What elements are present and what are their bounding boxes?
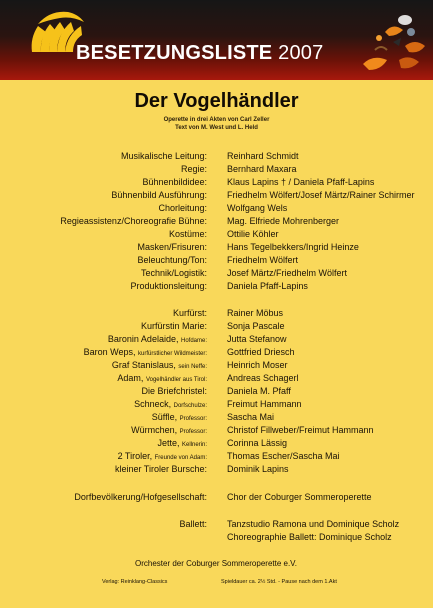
header-banner bbox=[0, 0, 433, 80]
staff-row bbox=[0, 215, 433, 227]
cast-role-note: kurfürstlicher Wildmeister: bbox=[137, 351, 207, 357]
cast-role: Kurfürstin Marie: bbox=[140, 321, 207, 331]
cast-name: Christof Fillweber/Freimut Hammann bbox=[227, 425, 374, 435]
cast-name: Thomas Escher/Sascha Mai bbox=[227, 451, 340, 461]
ballet-row-2 bbox=[0, 531, 433, 543]
cast-role: 2 Tiroler, Freunde von Adam: bbox=[117, 451, 207, 461]
cast-name: Daniela M. Pfaff bbox=[227, 386, 291, 396]
staff-role: Beleuchtung/Ton: bbox=[137, 255, 207, 265]
ensemble-role: Dorfbevölkerung/Hofgesellschaft: bbox=[74, 492, 207, 502]
cast-row bbox=[0, 398, 433, 410]
cast-role: Würmchen, Professor: bbox=[131, 425, 207, 435]
cast-row bbox=[0, 463, 433, 475]
staff-row bbox=[0, 267, 433, 279]
cast-name: Sonja Pascale bbox=[227, 321, 285, 331]
ensemble-name: Chor der Coburger Sommeroperette bbox=[227, 492, 372, 502]
staff-role: Musikalische Leitung: bbox=[120, 151, 207, 161]
subtitle-composer: Operette in drei Akten von Carl Zeller bbox=[163, 117, 270, 123]
staff-row bbox=[0, 202, 433, 214]
cast-name: Freimut Hammann bbox=[227, 399, 302, 409]
list-title-year: 2007 bbox=[278, 42, 324, 64]
cast-role-note: Freunde von Adam: bbox=[154, 455, 207, 461]
cast-row bbox=[0, 372, 433, 384]
ballet-choreography: Choreographie Ballett: Dominique Scholz bbox=[227, 532, 392, 542]
cast-name: Gottfried Driesch bbox=[227, 347, 295, 357]
staff-row bbox=[0, 176, 433, 188]
staff-name: Klaus Lapins † / Daniela Pfaff-Lapins bbox=[227, 177, 375, 187]
cast-role: Graf Stanislaus, sein Neffe: bbox=[111, 360, 207, 370]
staff-name: Friedhelm Wölfert bbox=[227, 255, 299, 265]
ballet-row bbox=[0, 518, 433, 530]
staff-name: Hans Tegelbekkers/Ingrid Heinze bbox=[227, 242, 359, 252]
cast-row bbox=[0, 411, 433, 423]
cast-role-note: sein Neffe: bbox=[178, 364, 207, 370]
staff-name: Mag. Elfriede Mohrenberger bbox=[227, 216, 340, 226]
staff-role: Produktionsleitung: bbox=[130, 281, 207, 291]
cast-name: Corinna Lässig bbox=[227, 438, 288, 448]
cast-role: Adam, Vogelhändler aus Tirol: bbox=[117, 373, 207, 383]
staff-row bbox=[0, 241, 433, 253]
cast-role: Baron Weps, kurfürstlicher Wildmeister: bbox=[83, 347, 207, 357]
staff-row bbox=[0, 254, 433, 266]
ensemble-row bbox=[0, 491, 433, 503]
cast-name: Heinrich Moser bbox=[227, 360, 288, 370]
cast-name: Rainer Möbus bbox=[227, 308, 284, 318]
cast-role: Jette, Kellnerin: bbox=[157, 438, 207, 448]
cast-role: Süffle, Professor: bbox=[151, 412, 207, 422]
cast-role: Kurfürst: bbox=[172, 308, 207, 318]
staff-role: Regie: bbox=[180, 164, 207, 174]
staff-name: Ottilie Köhler bbox=[227, 229, 279, 239]
cast-role: Schneck, Dorfschulze: bbox=[134, 399, 207, 409]
staff-row bbox=[0, 189, 433, 201]
subtitle-librettists: Text von M. West und L. Held bbox=[175, 125, 258, 131]
ballet-name: Tanzstudio Ramona und Dominique Scholz bbox=[227, 519, 400, 529]
cast-row bbox=[0, 437, 433, 449]
ballet-role: Ballett: bbox=[179, 519, 207, 529]
cast-row bbox=[0, 346, 433, 358]
staff-name: Wolfgang Wels bbox=[227, 203, 288, 213]
list-title-word: BESETZUNGSLISTE bbox=[76, 42, 273, 64]
cast-name: Jutta Stefanow bbox=[227, 334, 287, 344]
staff-role: Regieassistenz/Choreografie Bühne: bbox=[60, 216, 207, 226]
cast-role-note: Kellnerin: bbox=[181, 442, 207, 448]
cast-row bbox=[0, 333, 433, 345]
cast-role-note: Dorfschulze: bbox=[173, 403, 207, 409]
staff-row bbox=[0, 163, 433, 175]
cast-row bbox=[0, 320, 433, 332]
staff-role: Bühnenbild Ausführung: bbox=[111, 190, 207, 200]
cast-row bbox=[0, 450, 433, 462]
orchestra-line: Orchester der Coburger Sommeroperette e.V. bbox=[135, 559, 298, 568]
cast-row bbox=[0, 359, 433, 371]
list-title bbox=[76, 42, 323, 65]
cast-role-note: Vogelhändler aus Tirol: bbox=[145, 377, 207, 383]
staff-row bbox=[0, 228, 433, 240]
cast-row bbox=[0, 385, 433, 397]
staff-name: Josef Märtz/Friedhelm Wölfert bbox=[227, 268, 348, 278]
staff-role: Masken/Frisuren: bbox=[137, 242, 207, 252]
staff-name: Friedhelm Wölfert/Josef Märtz/Rainer Schirmer bbox=[227, 190, 415, 200]
staff-name: Reinhard Schmidt bbox=[227, 151, 299, 161]
cast-row bbox=[0, 307, 433, 319]
staff-role: Technik/Logistik: bbox=[140, 268, 207, 278]
cast-role-note: Professor: bbox=[179, 416, 207, 422]
cast-role-note: Hofdame: bbox=[180, 338, 207, 344]
duration-note: Spieldauer ca. 2½ Std. - Pause nach dem 1.Akt bbox=[221, 579, 337, 585]
staff-role: Chorleitung: bbox=[158, 203, 207, 213]
cast-role: Baronin Adelaide, Hofdame: bbox=[107, 334, 207, 344]
cast-role: Die Briefchristel: bbox=[141, 386, 207, 396]
operetta-title: Der Vogelhändler bbox=[134, 90, 299, 112]
publisher-note: Verlag: Reinklang-Classics bbox=[102, 579, 168, 585]
staff-row bbox=[0, 150, 433, 162]
staff-role: Bühnenbildidee: bbox=[142, 177, 207, 187]
birds-illustration-icon bbox=[353, 2, 431, 78]
cast-name: Dominik Lapins bbox=[227, 464, 289, 474]
staff-row bbox=[0, 280, 433, 292]
staff-name: Bernhard Maxara bbox=[227, 164, 297, 174]
cast-role-note: Professor: bbox=[179, 429, 207, 435]
staff-role: Kostüme: bbox=[168, 229, 207, 239]
cast-role: kleiner Tiroler Bursche: bbox=[114, 464, 207, 474]
cast-row bbox=[0, 424, 433, 436]
cast-name: Sascha Mai bbox=[227, 412, 275, 422]
staff-name: Daniela Pfaff-Lapins bbox=[227, 281, 308, 291]
cast-name: Andreas Schagerl bbox=[227, 373, 299, 383]
